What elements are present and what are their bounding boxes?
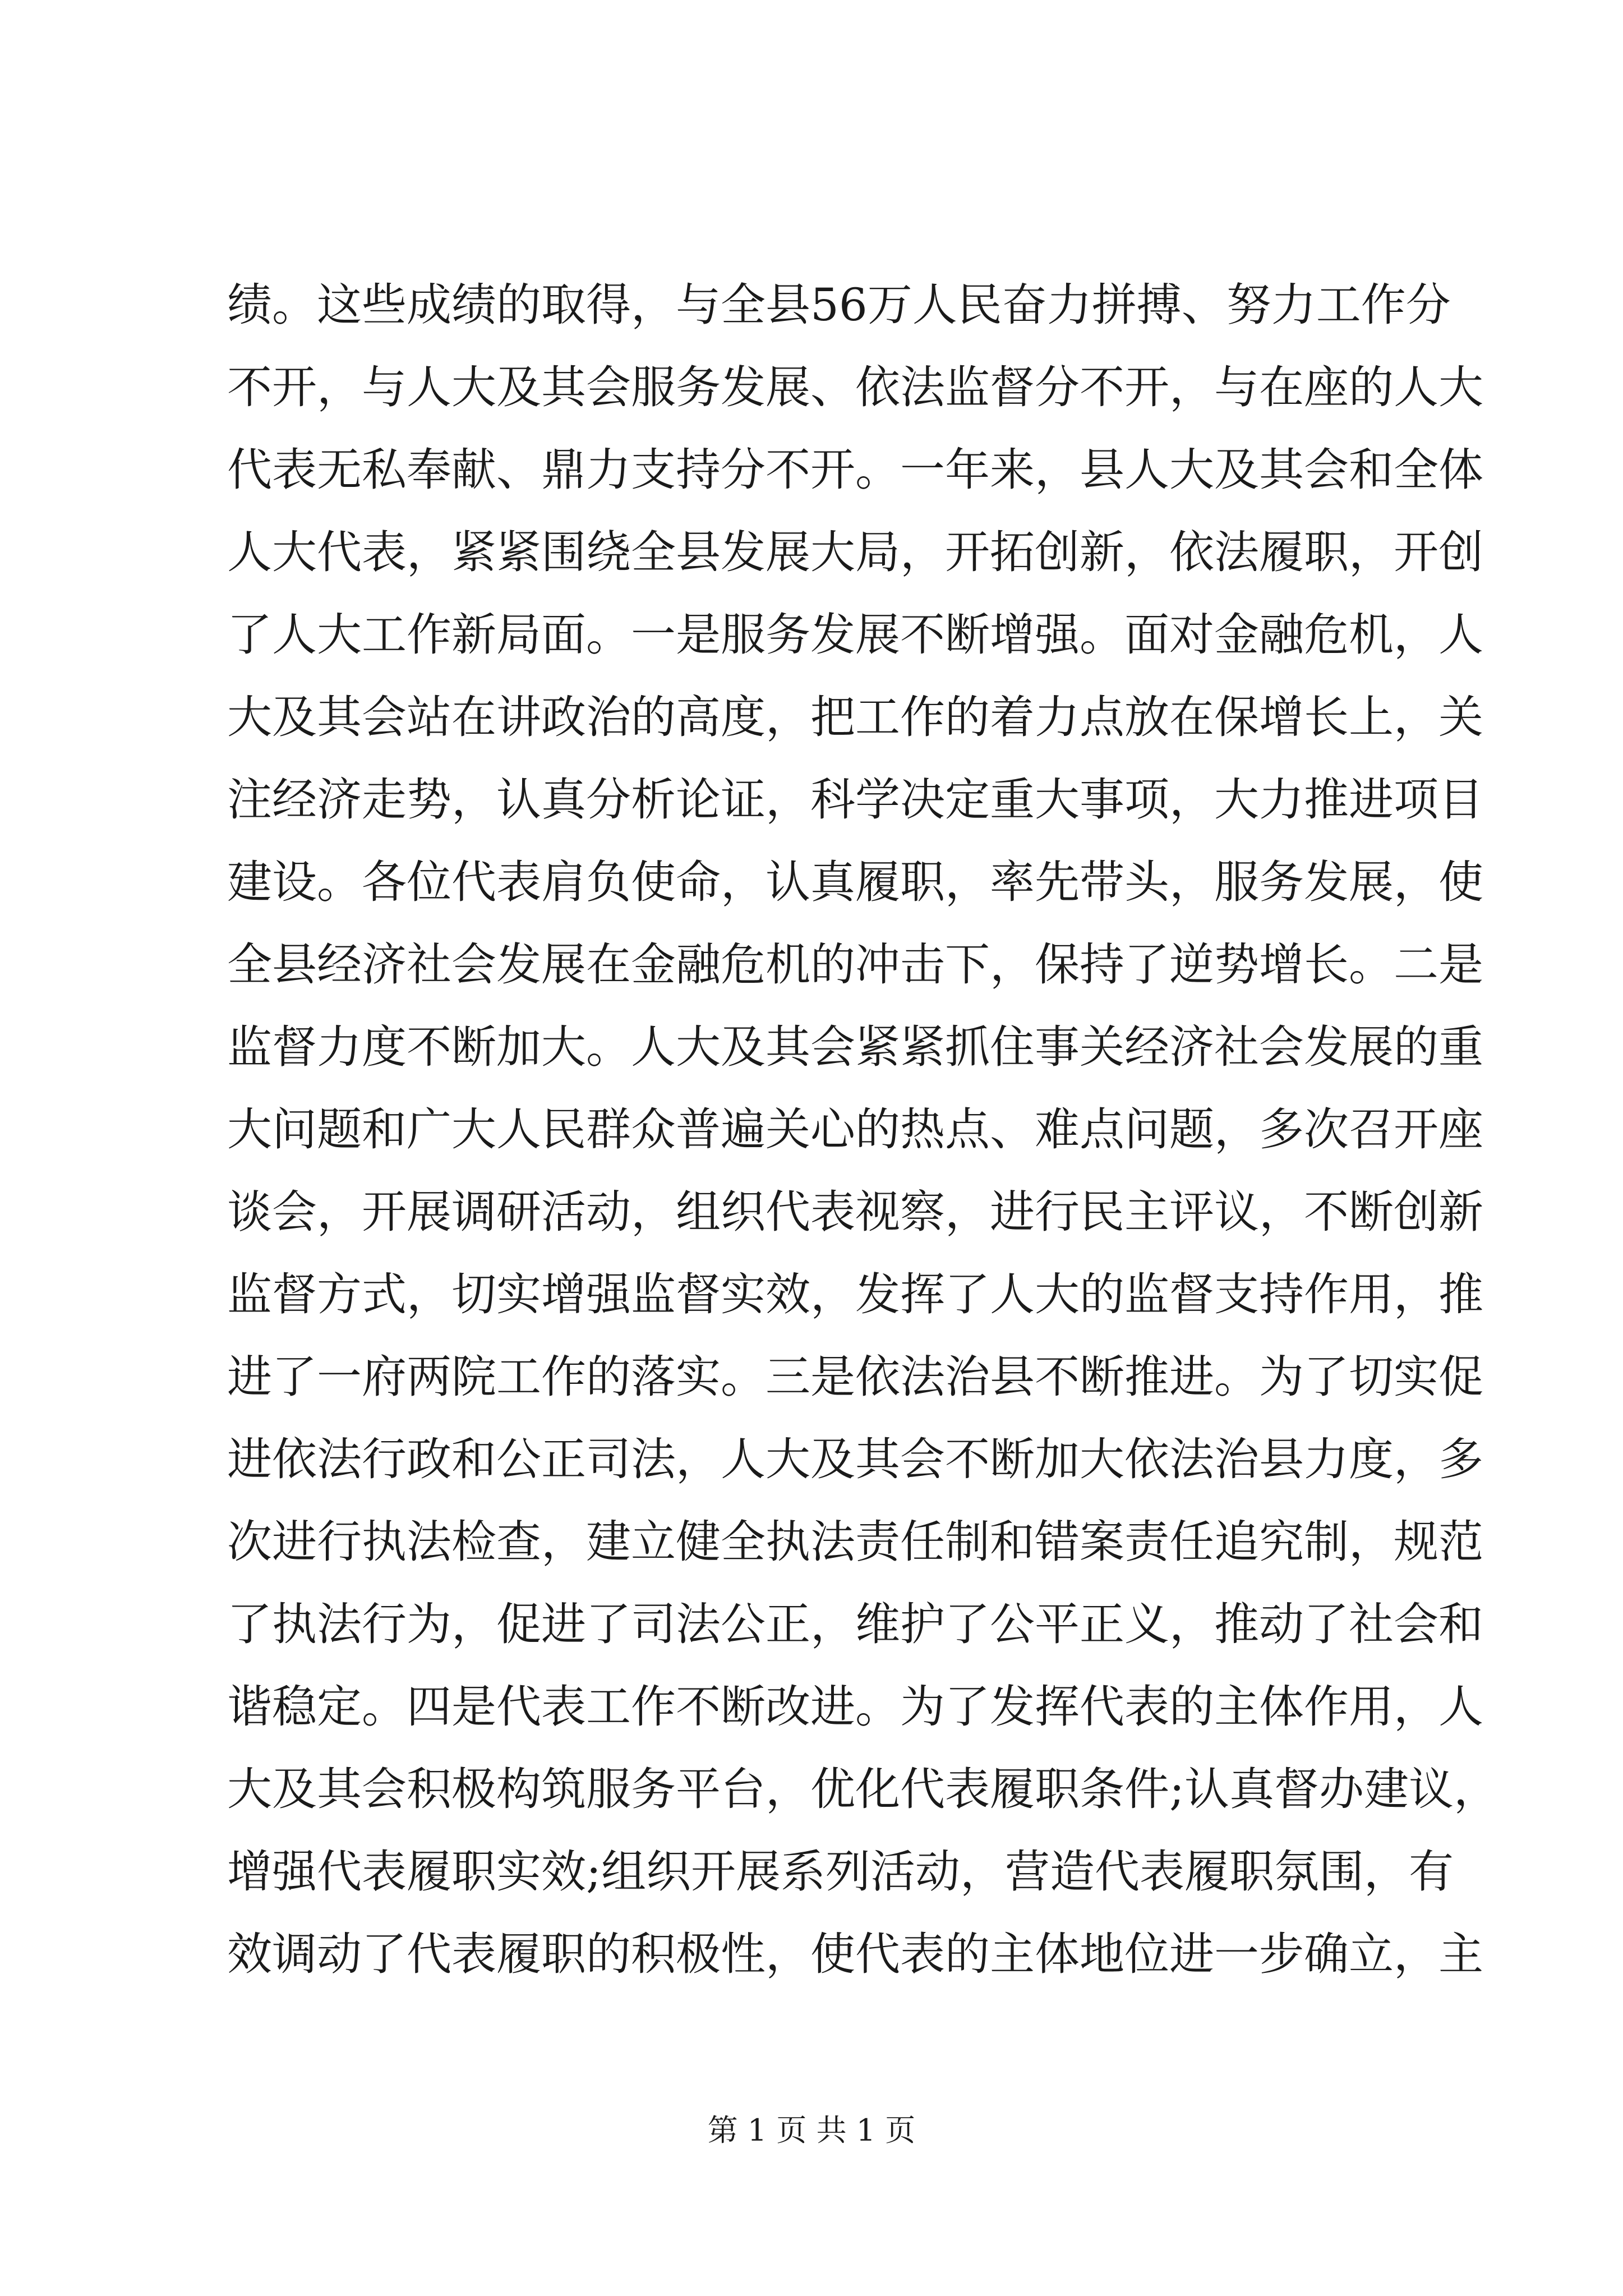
text-line: 代表无私奉献、鼎力支持分不开。一年来，县人大及其会和全体 [227,444,1483,496]
text-line: 了人大工作新局面。一是服务发展不断增强。面对金融危机，人 [227,609,1483,661]
page-footer: 第 1 页 共 1 页 [707,2113,916,2148]
text-line: 建设。各位代表肩负使命，认真履职，率先带头，服务发展，使 [227,856,1483,908]
text-line: 谈会，开展调研活动，组织代表视察，进行民主评议，不断创新 [227,1186,1483,1238]
text-line: 大问题和广大人民群众普遍关心的热点、难点问题，多次召开座 [227,1103,1483,1156]
text-line: 增强代表履职实效;组织开展系列活动，营造代表履职氛围，有 [227,1846,1454,1898]
text-line: 注经济走势，认真分析论证，科学决定重大事项，大力推进项目 [227,774,1483,826]
text-line: 效调动了代表履职的积极性，使代表的主体地位进一步确立，主 [227,1928,1483,1980]
text-line: 进了一府两院工作的落实。三是依法治县不断推进。为了切实促 [227,1351,1483,1403]
text-line: 不开，与人大及其会服务发展、依法监督分不开，与在座的人大 [227,361,1483,413]
text-line: 绩。这些成绩的取得，与全县56万人民奋力拼搏、努力工作分 [227,279,1451,331]
text-line: 监督方式，切实增强监督实效，发挥了人大的监督支持作用，推 [227,1268,1483,1320]
text-line: 大及其会站在讲政治的高度，把工作的着力点放在保增长上，关 [227,691,1483,743]
text-line: 了执法行为，促进了司法公正，维护了公平正义，推动了社会和 [227,1598,1483,1650]
text-line: 进依法行政和公正司法，人大及其会不断加大依法治县力度，多 [227,1433,1483,1485]
text-line: 次进行执法检查，建立健全执法责任制和错案责任追究制，规范 [227,1516,1483,1568]
text-line: 大及其会积极构筑服务平台，优化代表履职条件;认真督办建议， [227,1763,1498,1815]
text-line: 谐稳定。四是代表工作不断改进。为了发挥代表的主体作用，人 [227,1681,1483,1733]
text-line: 监督力度不断加大。人大及其会紧紧抓住事关经济社会发展的重 [227,1021,1483,1073]
text-line: 人大代表，紧紧围绕全县发展大局，开拓创新，依法履职，开创 [227,526,1483,578]
body-text [227,264,1498,1995]
text-line: 全县经济社会发展在金融危机的冲击下，保持了逆势增长。二是 [227,938,1483,991]
